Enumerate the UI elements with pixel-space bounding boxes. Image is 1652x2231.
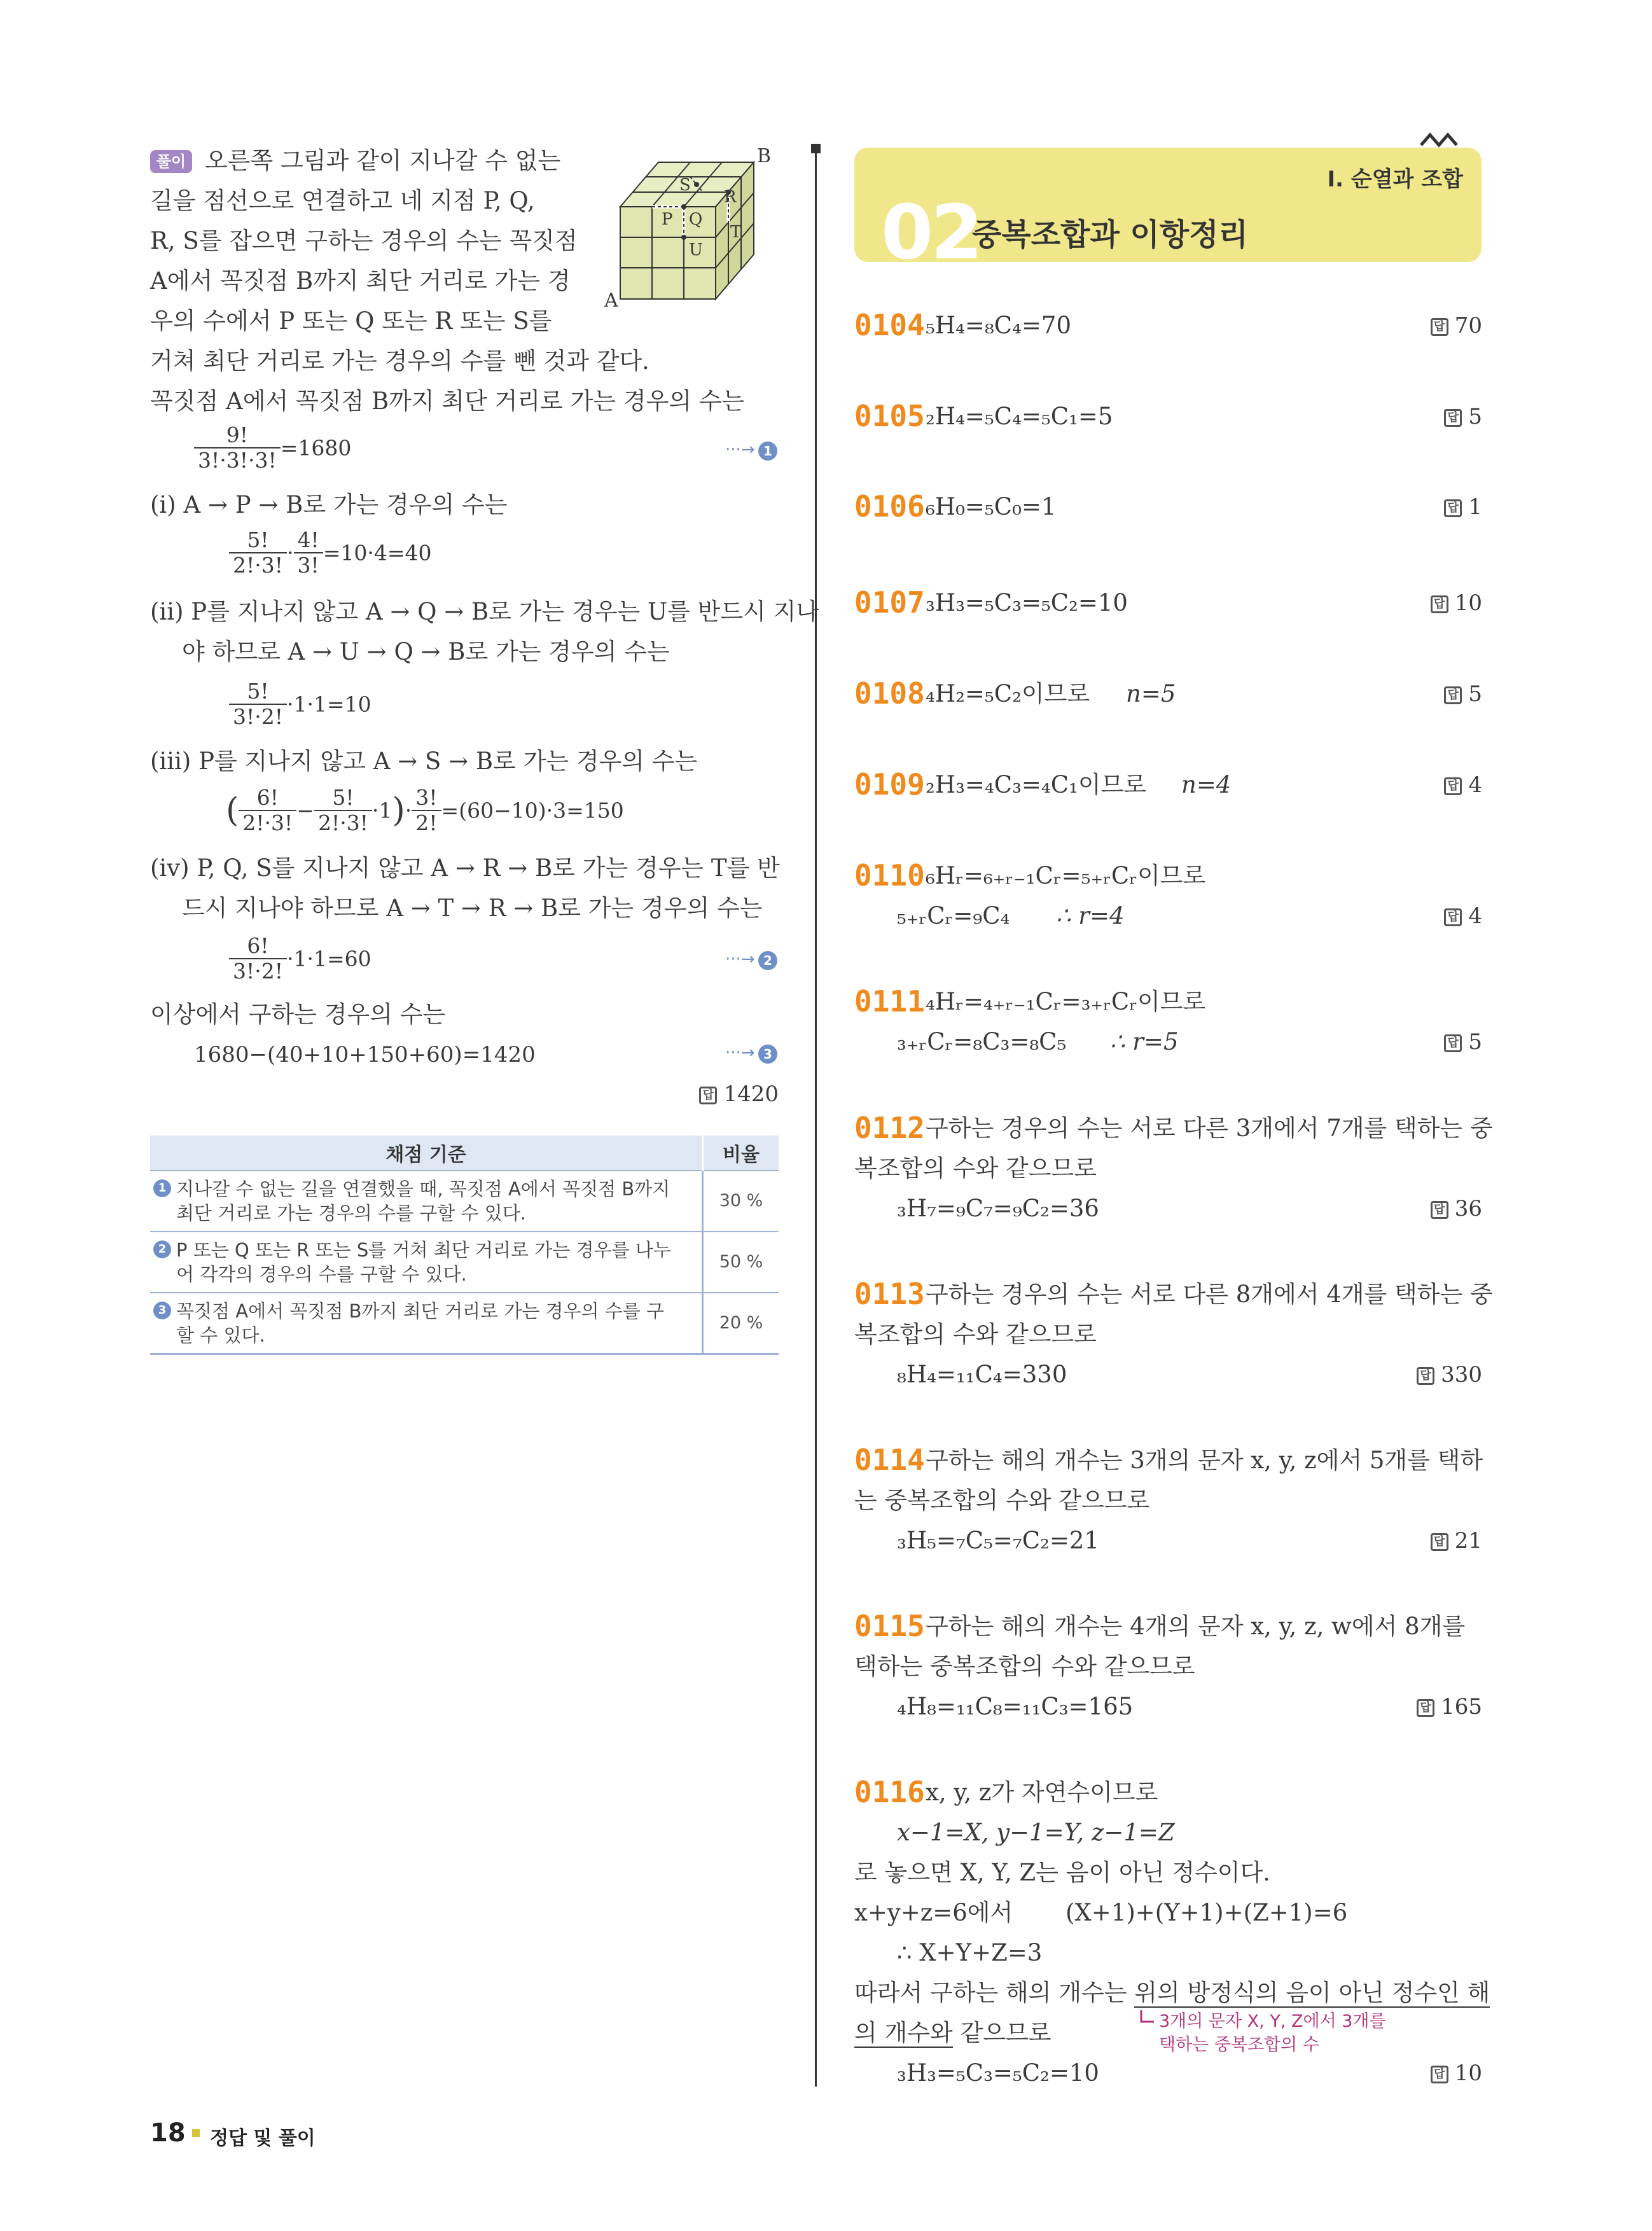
answer bbox=[1323, 2059, 1482, 2087]
eq-result: =1680 bbox=[280, 435, 352, 461]
frac-num: 3! bbox=[412, 786, 441, 811]
answer-icon: 답 bbox=[1444, 409, 1462, 427]
conclusion-text: 이상에서 구하는 경우의 수는 bbox=[150, 1001, 446, 1028]
frac-den: 3!·2! bbox=[233, 959, 284, 983]
final-equation: 1680−(40+10+150+60)=1420 bbox=[194, 1042, 536, 1067]
column-divider bbox=[815, 146, 817, 2087]
problem-text-3: 로 놓으면 X, Y, Z는 음이 아닌 정수이다. bbox=[854, 1859, 1270, 1886]
answer bbox=[1323, 771, 1482, 799]
marker-3: 3 bbox=[153, 1302, 171, 1319]
problem-text-6 bbox=[854, 1979, 1490, 2007]
problem-result: ∴ r=4 bbox=[1056, 902, 1125, 929]
problem-equation: ₄H₂=₅C₂이므로 bbox=[926, 680, 1090, 707]
note-line-1: 3개의 문자 X, Y, Z에서 3개를 bbox=[1159, 2012, 1386, 2031]
cube-label-q: Q bbox=[689, 210, 703, 229]
problem-result: n=4 bbox=[1181, 771, 1232, 798]
problem-text-2: x−1=X, y−1=Y, z−1=Z bbox=[897, 1819, 1175, 1846]
answer bbox=[1323, 403, 1482, 431]
answer-icon: 답 bbox=[1444, 1034, 1462, 1052]
case-2-title-2: 야 하므로 A → U → Q → B로 가는 경우의 수는 bbox=[182, 638, 670, 665]
frac-den: 2!·3! bbox=[317, 810, 368, 835]
grading-row bbox=[150, 1171, 779, 1232]
answer-value: 4 bbox=[1468, 903, 1482, 929]
problem-equation: ₄H₈=₁₁C₈=₁₁C₃=165 bbox=[897, 1693, 1134, 1720]
case-2-title-1: (ⅱ) P를 지나지 않고 A → Q → B로 가는 경우는 U를 반드시 지나 bbox=[150, 598, 819, 625]
answer-icon: 답 bbox=[1431, 1533, 1448, 1551]
answer-icon: 답 bbox=[1444, 499, 1462, 517]
frac-den: 2! bbox=[415, 810, 438, 835]
chapter-label: I. 순열과 조합 bbox=[1327, 167, 1463, 192]
intro-line-2: 길을 점선으로 연결하고 네 지점 P, Q, bbox=[150, 187, 535, 214]
frac-num: 9! bbox=[194, 423, 281, 448]
answer-value: 165 bbox=[1441, 1694, 1482, 1720]
problem-text-4a: x+y+z=6에서 bbox=[854, 1899, 1013, 1926]
frac-num: 5! bbox=[229, 528, 287, 553]
eq-result: ·1·1=60 bbox=[287, 946, 371, 971]
problem-number: 0104 bbox=[854, 308, 925, 342]
case-4-title-2: 드시 지나야 하므로 A → T → R → B로 가는 경우의 수는 bbox=[182, 894, 763, 922]
criteria-line-1: 지나갈 수 없는 길을 연결했을 때, 꼭짓점 A에서 꼭짓점 B까지 bbox=[176, 1178, 670, 1200]
cube-label-a: A bbox=[604, 289, 618, 312]
problem-number: 0113 bbox=[854, 1277, 925, 1311]
problem-text-1: 구하는 해의 개수는 3개의 문자 x, y, z에서 5개를 택하 bbox=[926, 1447, 1483, 1474]
note-line-2: 택하는 중복조합의 수 bbox=[1159, 2035, 1319, 2055]
grading-header-criteria: 채점 기준 bbox=[150, 1136, 703, 1171]
problem-number: 0110 bbox=[854, 858, 925, 893]
problem-equation: ₄Hᵣ=₄₊ᵣ₋₁Cᵣ=₃₊ᵣCᵣ이므로 bbox=[926, 988, 1206, 1015]
answer-value: 70 bbox=[1454, 313, 1482, 338]
answer-left bbox=[636, 1080, 779, 1108]
frac-num: 5! bbox=[229, 679, 287, 705]
cube-label-t: T bbox=[730, 223, 742, 242]
arrow-dots-3: ···→ bbox=[725, 1043, 755, 1062]
divider-cap bbox=[811, 144, 821, 153]
grading-criteria bbox=[150, 1171, 703, 1232]
answer-value: 1420 bbox=[723, 1081, 779, 1107]
problem-number: 0105 bbox=[854, 399, 925, 433]
footer-label: 정답 및 풀이 bbox=[210, 2127, 316, 2150]
problem-equation: ₆H₀=₅C₀=1 bbox=[926, 493, 1057, 520]
problem-number: 0106 bbox=[854, 489, 925, 524]
answer bbox=[1323, 1028, 1482, 1056]
intro-line-5: 우의 수에서 P 또는 Q 또는 R 또는 S를 bbox=[150, 307, 552, 335]
grading-ratio: 20 % bbox=[703, 1293, 779, 1354]
answer-icon: 답 bbox=[1431, 1201, 1448, 1219]
problem-text-2: 택하는 중복조합의 수와 같으므로 bbox=[854, 1653, 1195, 1680]
answer-icon: 답 bbox=[699, 1087, 717, 1104]
criteria-line-2: 할 수 있다. bbox=[176, 1324, 265, 1346]
answer-icon: 답 bbox=[1431, 318, 1448, 336]
arrow-dots-1: ···→ bbox=[725, 440, 755, 459]
total-paths-text: 꼭짓점 A에서 꼭짓점 B까지 최단 거리로 가는 경우의 수는 bbox=[150, 387, 745, 415]
section-number: 02 bbox=[881, 188, 981, 276]
problem-equation: ₆Hᵣ=₆₊ᵣ₋₁Cᵣ=₅₊ᵣCᵣ이므로 bbox=[926, 862, 1206, 889]
case-1-equation: $\frac{5!}{2!\cdot 3!}$ · $\frac{4!}{3!}$ =10·4=40 bbox=[229, 528, 432, 578]
solution-badge: 풀이 bbox=[150, 150, 192, 173]
case-3-title: (ⅲ) P를 지나지 않고 A → S → B로 가는 경우의 수는 bbox=[150, 747, 698, 775]
answer-icon: 답 bbox=[1444, 686, 1462, 704]
eq-result: =(60−10)·3=150 bbox=[441, 798, 624, 823]
frac-den: 3!·3!·3! bbox=[198, 448, 277, 473]
cube-label-u: U bbox=[689, 240, 703, 260]
problem-equation: ₃H₃=₅C₃=₅C₂=10 bbox=[926, 589, 1128, 616]
grading-header-row bbox=[150, 1136, 779, 1171]
answer-value: 10 bbox=[1454, 590, 1482, 616]
marker-2: 2 bbox=[758, 951, 777, 970]
cube-label-r: R bbox=[724, 188, 737, 207]
frac-num: 4! bbox=[294, 528, 323, 553]
case-1-title: (ⅰ) A → P → B로 가는 경우의 수는 bbox=[150, 491, 508, 518]
section-title: 중복조합과 이항정리 bbox=[972, 217, 1249, 253]
grading-criteria bbox=[150, 1293, 703, 1354]
answer-icon: 답 bbox=[1417, 1699, 1434, 1717]
total-equation bbox=[194, 423, 351, 473]
eq-mid: ·1 bbox=[371, 798, 392, 823]
intro-line-1: 오른쪽 그림과 같이 지나갈 수 없는 bbox=[205, 147, 561, 174]
problem-equation: ₅H₄=₈C₄=70 bbox=[926, 312, 1071, 339]
answer bbox=[1323, 493, 1482, 521]
answer-icon: 답 bbox=[1431, 595, 1448, 613]
problem-number: 0108 bbox=[854, 676, 925, 711]
frac-num: 5! bbox=[314, 786, 372, 811]
answer-value: 36 bbox=[1454, 1196, 1482, 1221]
answer-value: 4 bbox=[1468, 772, 1482, 798]
grading-table bbox=[150, 1136, 779, 1355]
problem-equation: ₂H₃=₄C₃=₄C₁이므로 bbox=[926, 771, 1147, 798]
answer-value: 5 bbox=[1468, 404, 1482, 429]
text-underlined: 의 개수와 bbox=[854, 2019, 953, 2047]
intro-line-3: R, S를 잡으면 구하는 경우의 수는 꼭짓점 bbox=[150, 227, 578, 254]
answer bbox=[1323, 1693, 1482, 1721]
answer bbox=[1323, 589, 1482, 617]
answer-icon: 답 bbox=[1444, 777, 1462, 795]
answer-icon: 답 bbox=[1417, 1367, 1434, 1385]
text-underlined: 위의 방정식의 음이 아닌 정수인 해 bbox=[1134, 1979, 1490, 2006]
criteria-line-1: P 또는 Q 또는 R 또는 S를 거쳐 최단 거리로 가는 경우를 나누 bbox=[176, 1239, 671, 1261]
case-2-equation bbox=[229, 679, 371, 729]
problem-number: 0115 bbox=[854, 1609, 925, 1643]
intro-line-4: A에서 꼭짓점 B까지 최단 거리로 가는 경 bbox=[150, 267, 571, 295]
problem-equation: ₃H₇=₉C₇=₉C₂=36 bbox=[897, 1195, 1099, 1222]
problem-number: 0114 bbox=[854, 1443, 925, 1477]
criteria-line-2: 최단 거리로 가는 경우의 수를 구할 수 있다. bbox=[176, 1202, 526, 1224]
frac-den: 3!·2! bbox=[233, 704, 284, 729]
case-4-title-1: (ⅳ) P, Q, S를 지나지 않고 A → R → B로 가는 경우는 T를 반 bbox=[150, 854, 780, 882]
grading-ratio: 30 % bbox=[703, 1171, 779, 1232]
footer-square-icon bbox=[192, 2129, 200, 2137]
answer-value: 1 bbox=[1468, 494, 1482, 520]
problem-number: 0111 bbox=[854, 984, 925, 1018]
problem-equation-2: ₅₊ᵣCᵣ=₉C₄ bbox=[897, 902, 1010, 929]
chevron-decor-icon bbox=[1419, 129, 1459, 148]
problem-text-5: ∴ X+Y+Z=3 bbox=[897, 1939, 1043, 1966]
answer bbox=[1323, 312, 1482, 340]
eq-result: =10·4=40 bbox=[323, 540, 432, 566]
problem-equation: ₂H₄=₅C₄=₅C₁=5 bbox=[926, 403, 1113, 430]
problem-number: 0116 bbox=[854, 1775, 925, 1809]
problem-text-1: x, y, z가 자연수이므로 bbox=[926, 1779, 1158, 1806]
grading-row bbox=[150, 1232, 779, 1293]
answer-icon: 답 bbox=[1444, 908, 1462, 926]
answer-value: 5 bbox=[1468, 1029, 1482, 1055]
problem-equation: ₈H₄=₁₁C₄=330 bbox=[897, 1361, 1067, 1388]
problem-equation: ₃H₃=₅C₃=₅C₂=10 bbox=[897, 2059, 1099, 2087]
arrow-dots-2: ···→ bbox=[725, 950, 755, 969]
criteria-line-1: 꼭짓점 A에서 꼭짓점 B까지 최단 거리로 가는 경우의 수를 구 bbox=[176, 1300, 665, 1322]
problem-number: 0112 bbox=[854, 1111, 925, 1145]
marker-3: 3 bbox=[758, 1045, 777, 1064]
frac-den: 2!·3! bbox=[242, 810, 293, 835]
case-4-equation bbox=[229, 934, 371, 983]
answer-value: 10 bbox=[1454, 2061, 1482, 2086]
problem-text-4b: (X+1)+(Y+1)+(Z+1)=6 bbox=[1065, 1899, 1348, 1926]
marker-2: 2 bbox=[153, 1241, 171, 1258]
problem-text-2: 복조합의 수와 같으므로 bbox=[854, 1321, 1097, 1348]
answer bbox=[1323, 680, 1482, 708]
grading-criteria bbox=[150, 1232, 703, 1293]
frac-num: 6! bbox=[229, 934, 287, 959]
problem-text-1: 구하는 해의 개수는 4개의 문자 x, y, z, w에서 8개를 bbox=[926, 1613, 1466, 1640]
grading-row bbox=[150, 1293, 779, 1354]
criteria-line-2: 어 각각의 경우의 수를 구할 수 있다. bbox=[176, 1263, 467, 1285]
problem-number: 0109 bbox=[854, 767, 925, 802]
answer-value: 21 bbox=[1454, 1528, 1482, 1553]
page-number: 18 bbox=[150, 2118, 186, 2148]
frac-den: 3! bbox=[297, 553, 319, 578]
frac-den: 2!·3! bbox=[233, 553, 284, 578]
answer bbox=[1323, 902, 1482, 930]
intro-line-6: 거쳐 최단 거리로 가는 경우의 수를 뺀 것과 같다. bbox=[150, 347, 649, 375]
cube-label-b: B bbox=[757, 145, 772, 167]
problem-text-2: 는 중복조합의 수와 같으므로 bbox=[854, 1487, 1150, 1514]
note-bracket-icon bbox=[1139, 2009, 1155, 2026]
grading-ratio: 50 % bbox=[703, 1232, 779, 1293]
text-plain: 따라서 구하는 해의 개수는 bbox=[854, 1979, 1135, 2006]
problem-number: 0107 bbox=[854, 585, 925, 620]
marker-1: 1 bbox=[758, 441, 777, 461]
eq-result: ·1·1=10 bbox=[287, 692, 371, 717]
answer-value: 5 bbox=[1468, 681, 1482, 707]
grading-header-ratio: 비율 bbox=[703, 1136, 779, 1171]
problem-equation-2: ₃₊ᵣCᵣ=₈C₃=₈C₅ bbox=[897, 1028, 1067, 1055]
answer-icon: 답 bbox=[1431, 2066, 1448, 2083]
problem-text-2: 복조합의 수와 같으므로 bbox=[854, 1155, 1097, 1182]
frac-num: 6! bbox=[239, 786, 296, 811]
answer bbox=[1323, 1527, 1482, 1555]
cube-label-p: P bbox=[662, 210, 673, 229]
answer bbox=[1323, 1361, 1482, 1389]
problem-result: ∴ r=5 bbox=[1110, 1028, 1179, 1055]
answer-value: 330 bbox=[1441, 1362, 1482, 1387]
cube-label-s: S bbox=[679, 176, 691, 195]
problem-equation: ₃H₅=₇C₅=₇C₂=21 bbox=[897, 1527, 1099, 1554]
problem-text-7 bbox=[854, 2019, 1051, 2047]
problem-text-1: 구하는 경우의 수는 서로 다른 3개에서 7개를 택하는 중 bbox=[926, 1115, 1493, 1142]
case-3-equation: ( $\frac{6!}{2!\cdot 3!}$ − $\frac{5!}{2!\cdot 3!}$ ·1)· $\frac{3!}{2!}$ =(60−10)·3=150 bbox=[226, 785, 624, 835]
marker-1: 1 bbox=[153, 1179, 171, 1197]
answer bbox=[1323, 1195, 1482, 1223]
text-plain: 같으므로 bbox=[952, 2019, 1052, 2047]
problem-result: n=5 bbox=[1126, 680, 1176, 707]
problem-text-1: 구하는 경우의 수는 서로 다른 8개에서 4개를 택하는 중 bbox=[926, 1281, 1493, 1308]
